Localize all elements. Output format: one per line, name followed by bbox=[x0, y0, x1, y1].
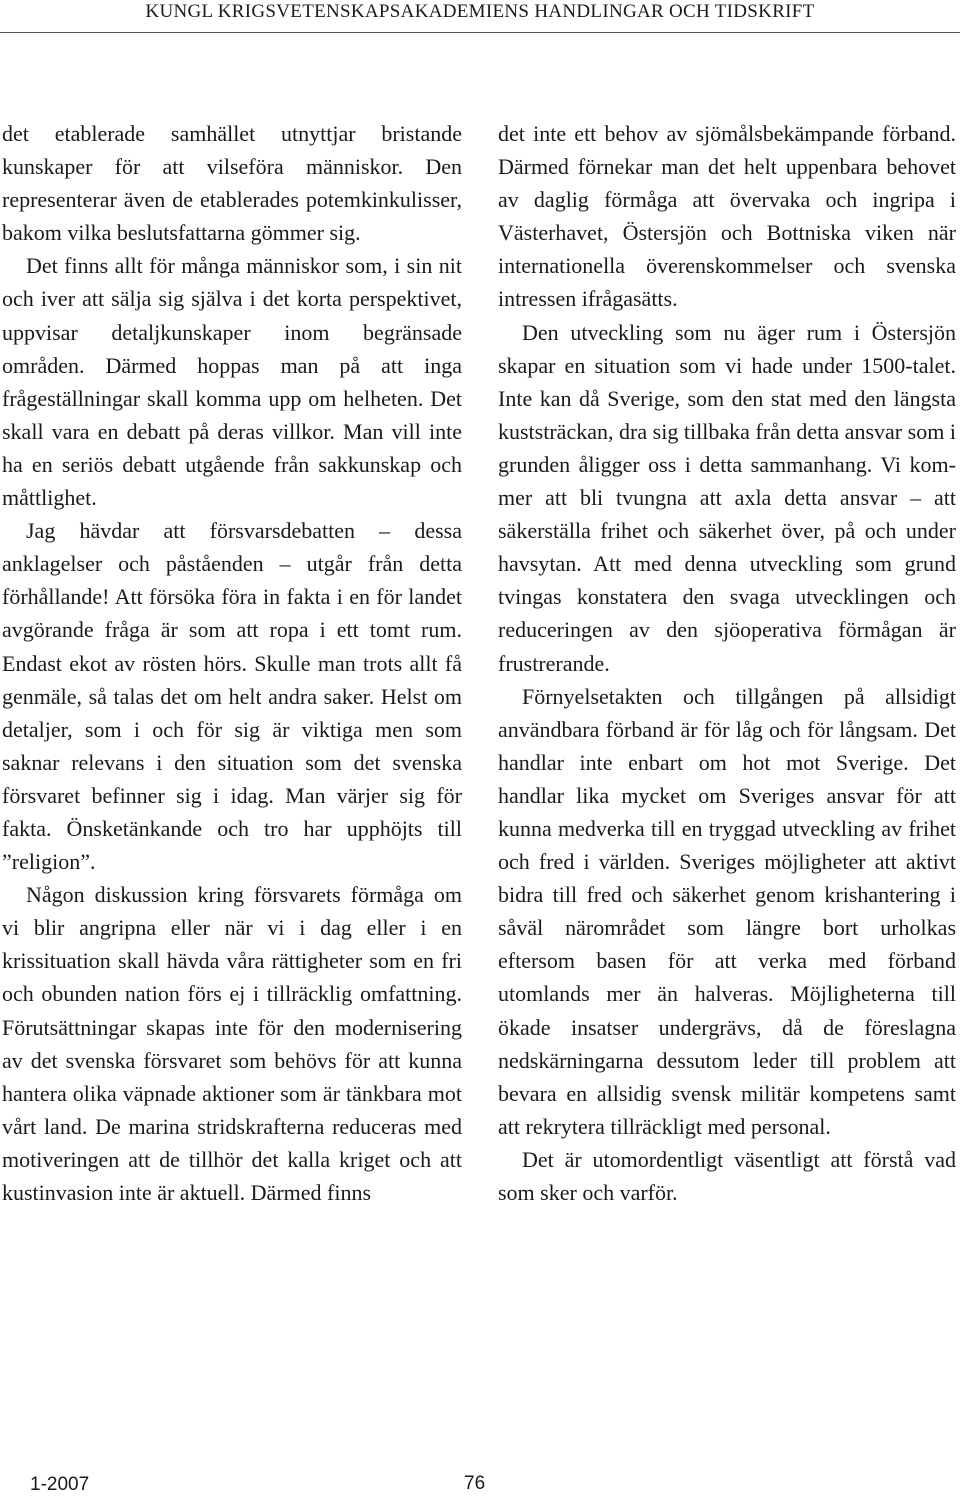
paragraph: Det är utomordentligt väsentligt att förstå vad som sker och varför. bbox=[498, 1146, 956, 1205]
paragraph: Den utveckling som nu äger rum i Östersjön skapar en situation som vi hade under 1500-talet. Inte kan då Sverige, som den stat med den längsta kuststräckan, dra sig tillbaka från detta ansvar som i grunden åligger oss i detta sammanhang. Vi kommer att bli tvungna att axla detta ansvar – att säkerställa frihet och säkerhet över, på och under havsytan. Att med denna utveckling som grund tvingas konstatera den svaga utvecklingen och reduceringen av den sjöoperativa förmågan är frustrerande. bbox=[498, 319, 956, 676]
left-column bbox=[2, 117, 462, 1209]
paragraph: det etablerade samhället utnyttjar bristande kunskaper för att vilseföra människor. Den representerar även de etablerades potemkinkulisser, bakom vilka beslutsfattarna gömmer sig. bbox=[2, 121, 462, 246]
running-header: KUNGL KRIGSVETENSKAPSAKADEMIENS HANDLINGAR OCH TIDSKRIFT bbox=[145, 1, 815, 22]
page-number: 76 bbox=[464, 1473, 486, 1494]
paragraph: Någon diskussion kring försvarets förmåga om vi blir angripna eller när vi i dag eller i en krissituation skall hävda våra rättigheter som en fri och obunden nation förs ej i tillräcklig omfattning. Förutsättningar skapas inte för den modernisering av det svenska försvaret som behövs för att kunna hantera olika väpnade aktioner som är tänkbara mot vårt land. De marina stridskrafterna reduceras med motiveringen att de tillhör det kalla kriget och att kustinvasion inte är aktuell. Därmed finns bbox=[2, 882, 462, 1205]
paragraph: Jag hävdar att försvarsdebatten – dessa anklagelser och påståenden – utgår från detta förhållande! Att försöka föra in fakta i en för landet avgörande fråga är som att ropa i ett tomt rum. Endast ekot av rösten hörs. Skulle man trots allt få genmäle, så talas det om helt andra saker. Helst om detaljer, som i och för sig är viktiga men som saknar relevans i den situation som det svenska försvaret befinner sig i idag. Man värjer sig för fakta. Önsketänkande och tro har upphöjts till ”religion”. bbox=[2, 518, 462, 875]
paragraph: Det finns allt för många människor som, i sin nit och iver att sälja sig själva i det korta perspektivet, uppvisar detaljkunskaper inom begränsade områden. Därmed hoppas man på att inga frågeställningar skall komma upp om helheten. Det skall vara en debatt på deras villkor. Man vill inte ha en seriös debatt utgående från sakkunskap och måttlighet. bbox=[2, 253, 462, 511]
paragraph: Förnyelsetakten och tillgången på allsidigt användbara förband är för låg och för långsam. Det handlar inte enbart om hot mot Sverige. Det handlar lika mycket om Sveriges ansvar för att kunna medverka till en tryggad utveckling av frihet och fred i världen. Sveriges möjligheter att aktivt bidra till fred och säkerhet genom krishantering i såväl närområdet som längre bort urholkas eftersom basen för att verka med förband utomlands mer än halveras. Möjligheterna till ökade insatser undergrävs, då de föreslagna nedskärningarna dessutom leder till problem att bevara en allsidig svensk militär kompetens samt att rekrytera tillräckligt med personal. bbox=[498, 683, 956, 1139]
paragraph: det inte ett behov av sjömålsbekämpande förband. Därmed förnekar man det helt uppenbara behovet av daglig förmåga att övervaka och ingripa i Västerhavet, Östersjön och Bottniska viken när internationella överenskommelser och svenska intressen ifrågasätts. bbox=[498, 121, 956, 312]
issue-number: 1-2007 bbox=[30, 1474, 90, 1495]
right-column bbox=[498, 117, 956, 1209]
header-rule bbox=[0, 32, 960, 33]
